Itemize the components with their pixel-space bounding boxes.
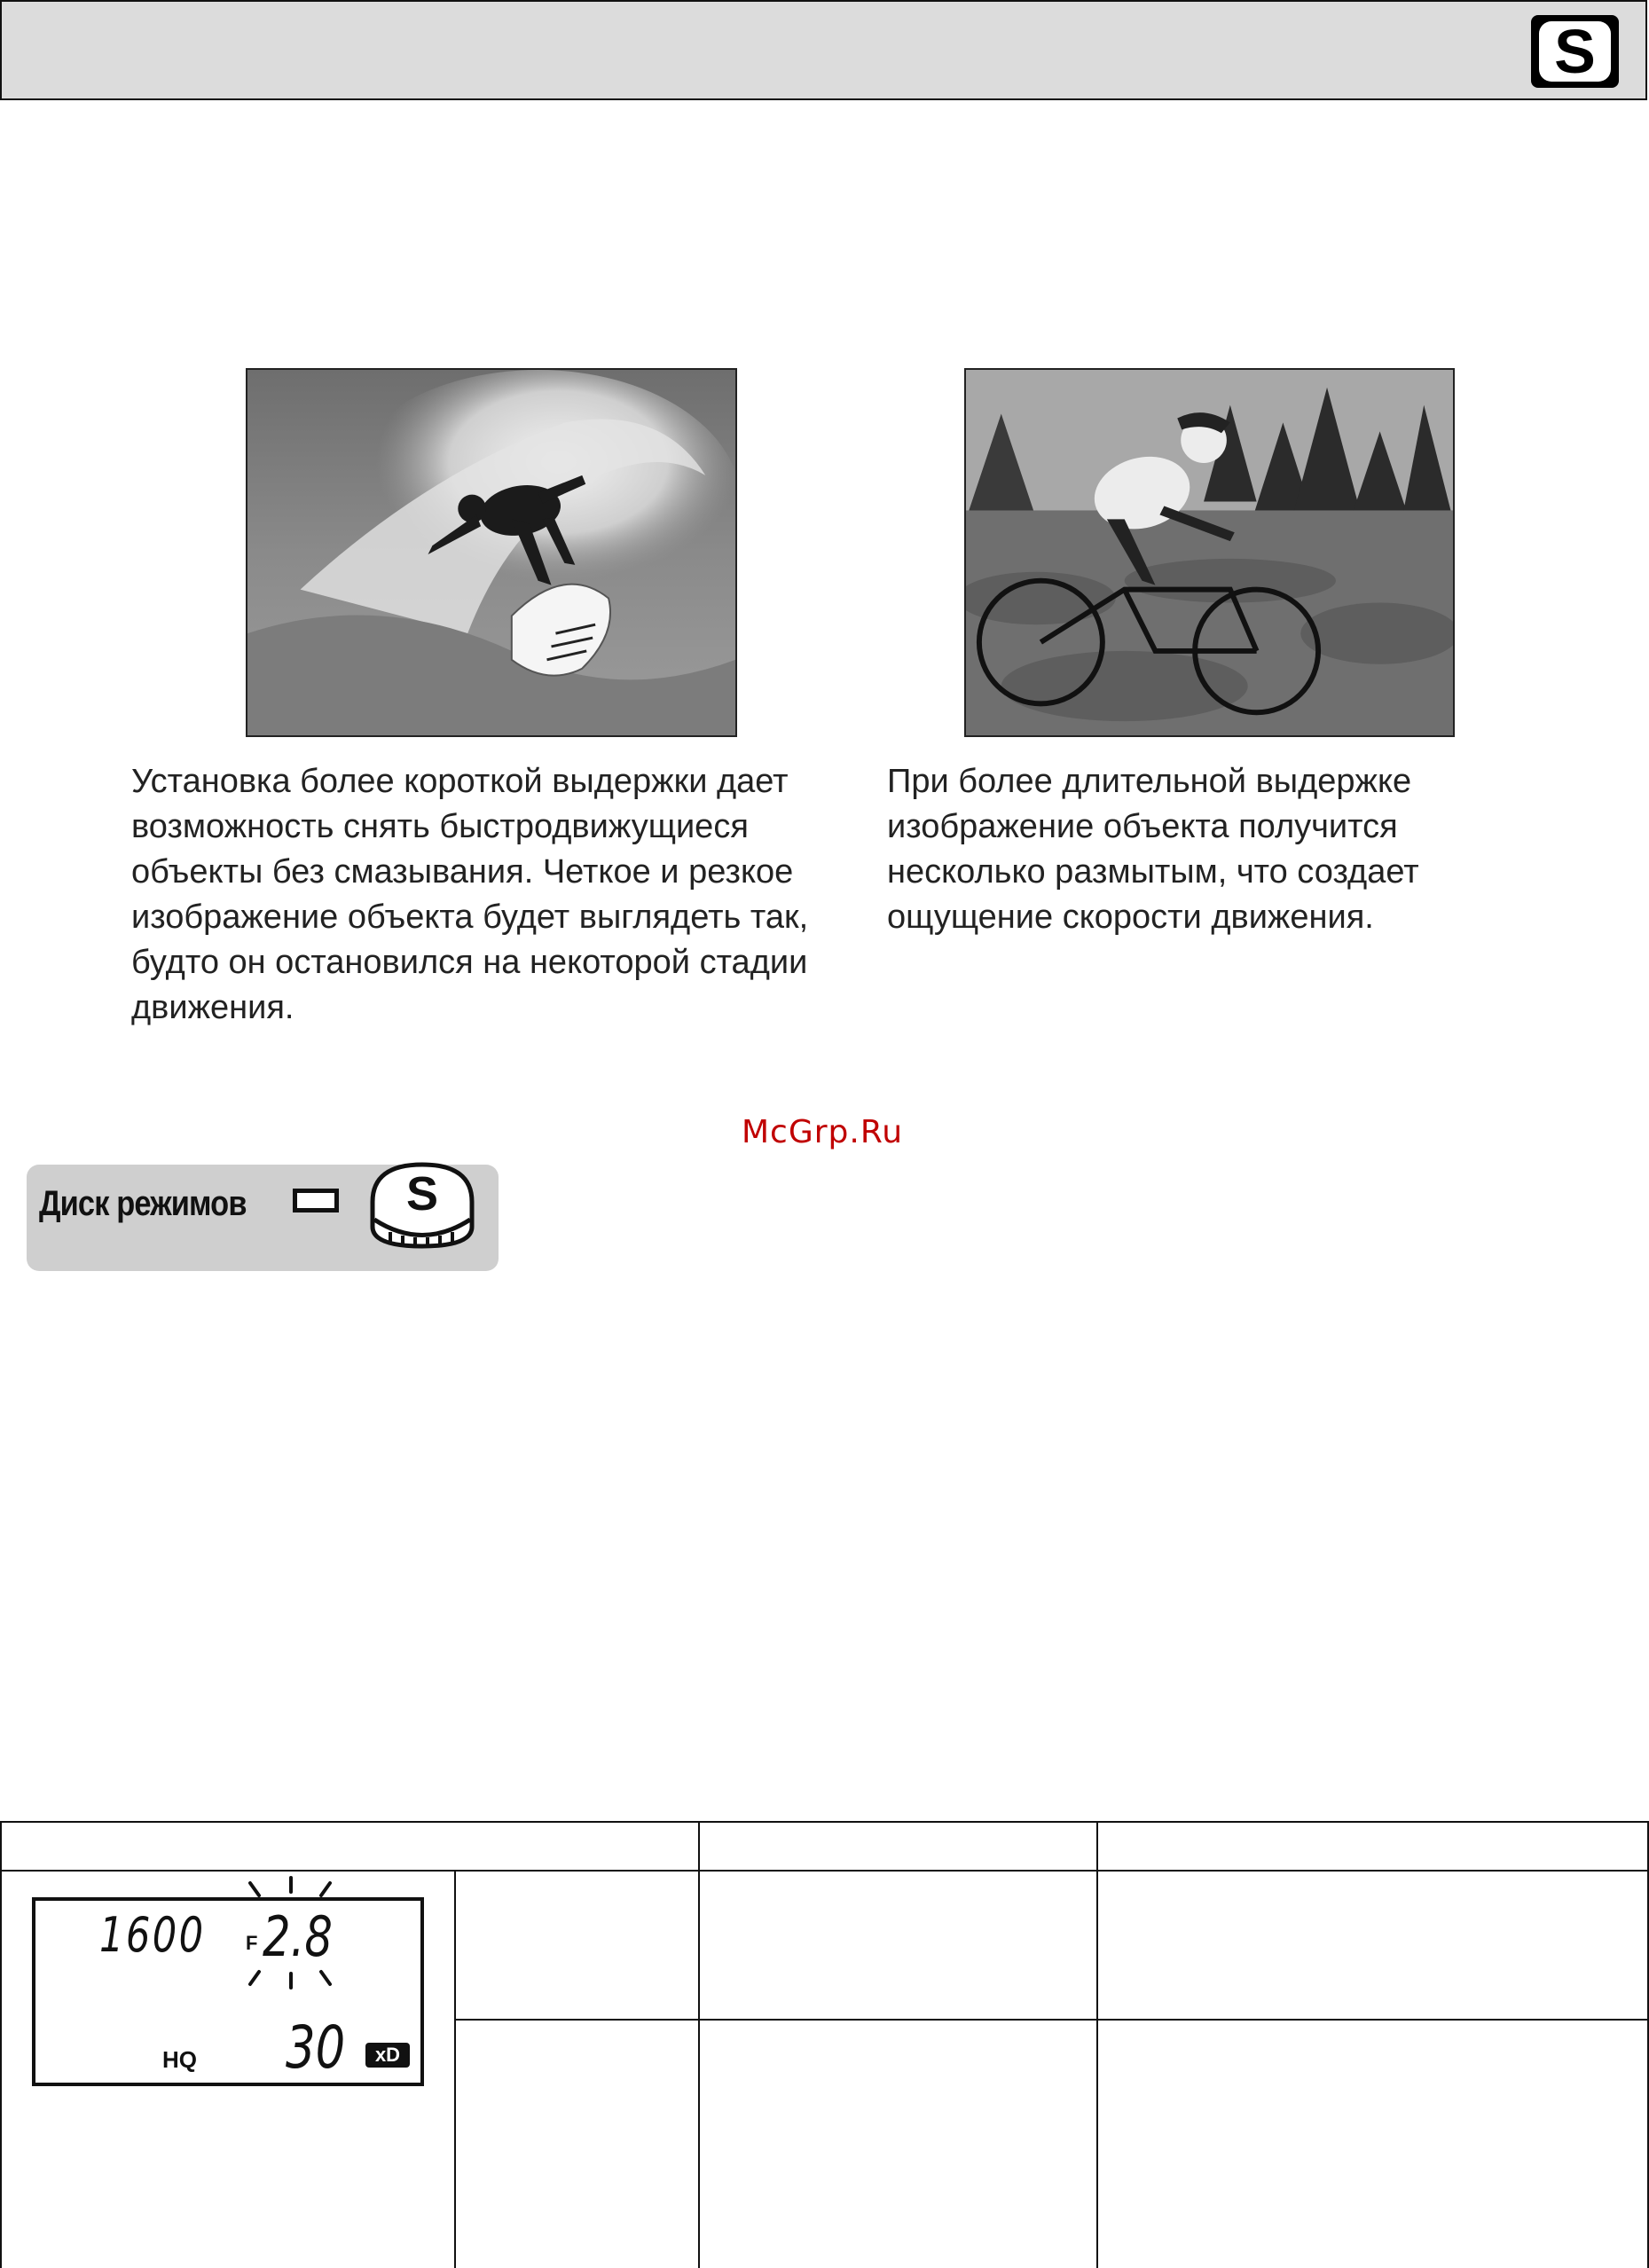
shutter-priority-mode-icon xyxy=(1531,15,1619,88)
caption-short-exposure: Установка более короткой выдержки дает возможность снять быстродвижущиеся объекты без смазывания. Четкое и резкое изображение объекта будет выглядеть так, будто он остановился на некоторой стадии движения. xyxy=(131,763,809,1026)
mode-dial-text: Диск режимов xyxy=(39,1184,247,1223)
lcd-quality: HQ xyxy=(162,2046,197,2073)
mode-dial-label xyxy=(27,1165,499,1271)
cyclist-photo xyxy=(964,368,1455,737)
table-row-divider xyxy=(454,2019,1649,2021)
lcd-iso-value: 1600 xyxy=(99,1907,206,1963)
table-col-divider-3 xyxy=(1096,1821,1098,2268)
table-header-divider xyxy=(0,1870,1649,1872)
mode-dial-icon xyxy=(355,1158,490,1252)
table-border-left xyxy=(0,1821,2,2268)
lcd-aperture-value: 2.8 xyxy=(263,1904,333,1969)
header-bar xyxy=(0,0,1647,100)
mode-icon-letter: S xyxy=(1539,21,1611,82)
lcd-f-label: F xyxy=(246,1932,258,1954)
xd-card-icon: xD xyxy=(365,2043,410,2068)
surfer-photo xyxy=(246,368,737,737)
mode-dial-letter: S xyxy=(405,1167,439,1220)
table-col-divider-1 xyxy=(454,1870,456,2268)
table-border-top xyxy=(0,1821,1649,1823)
caption-long-exposure: При более длительной выдержке изображение объекта получится несколько размытым, что создает ощущение скорости движения. xyxy=(887,763,1419,936)
table-col-divider-2 xyxy=(698,1821,700,2268)
lcd-shots-remaining: 30 xyxy=(286,2013,346,2082)
watermark: McGrp.Ru xyxy=(742,1114,904,1150)
rectangle-icon xyxy=(293,1189,339,1212)
